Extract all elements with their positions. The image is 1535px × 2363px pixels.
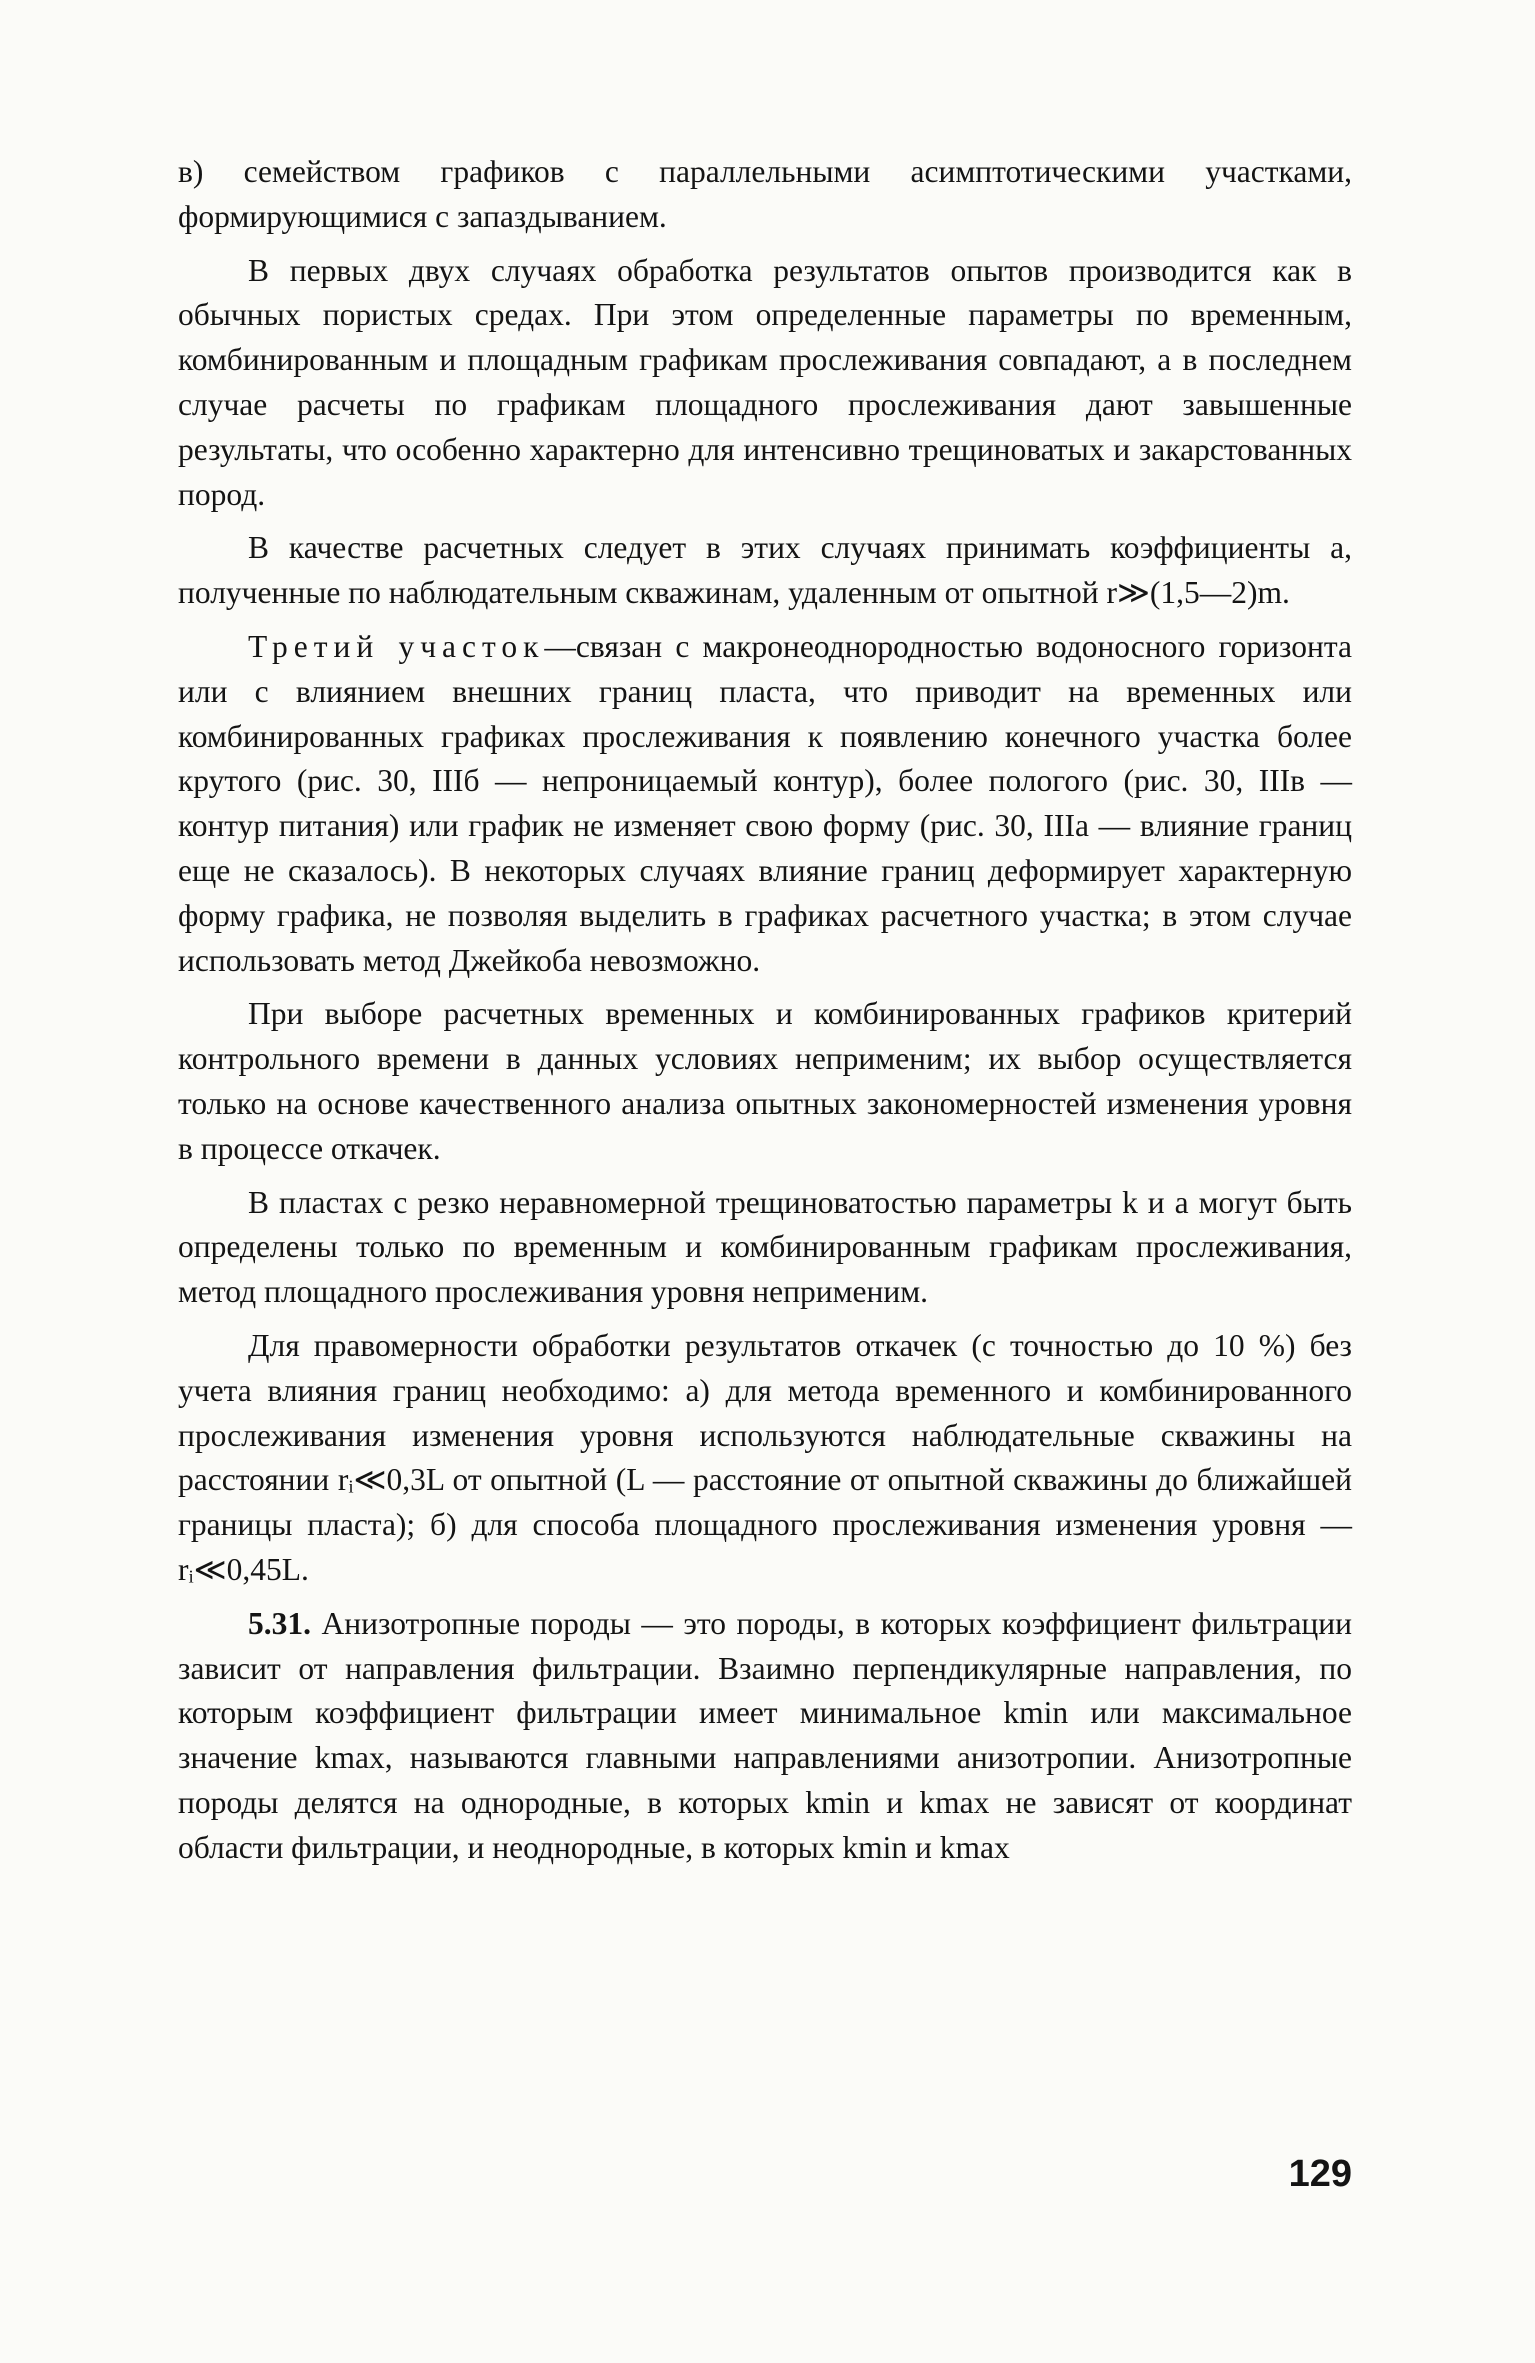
section-number: 5.31. bbox=[248, 1605, 311, 1641]
body-text bbox=[178, 150, 1352, 1879]
paragraph-coefficients: В качестве расчетных следует в этих случаях принимать коэффициенты a, полученные по наблюдательным скважинам, удаленным от опытной r≫(1,5—2)m. bbox=[178, 530, 1352, 611]
paragraph-graph-selection: При выборе расчетных временных и комбинированных графиков критерий контрольного времени в данных условиях неприменим; их выбор осуществляется только на основе качественного анализа опытных закономерностей изменения уровня в процессе откачек. bbox=[178, 996, 1352, 1166]
anisotropic-text: Анизотропные породы — это породы, в которых коэффициент фильтрации зависит от направления фильтрации. Взаимно перпендикулярные направления, по которым коэффициент фильтрации имеет минимальное kmin или максимальное значение kmax, называются главными направлениями анизотропии. Анизотропные породы делятся на однородные, в которых kmin и kmax не зависят от координат области фильтрации, и неоднородные, в которых kmin и kmax bbox=[178, 1605, 1353, 1865]
page-number: 129 bbox=[1288, 2153, 1352, 2195]
paragraph-fractured-layers: В пластах с резко неравномерной трещиноватостью параметры k и a могут быть определены только по временным и комбинированным графикам прослеживания, метод площадного прослеживания уровня неприменим. bbox=[178, 1184, 1352, 1310]
third-section-text: —связан с макронеоднородностью водоносного горизонта или с влиянием внешних границ пласта, что приводит на временных или комбинированных графиках прослеживания к появлению конечного участка более крутого (рис. 30, IIIб — непроницаемый контур), более пологого (рис. 30, IIIв — контур питания) или график не изменяет свою форму (рис. 30, IIIa — влияние границ еще не сказалось). В некоторых случаях влияние границ деформирует характерную форму графика, не позволяя выделить в графиках расчетного участка; в этом случае использовать метод Джейкоба невозможно. bbox=[178, 628, 1352, 978]
paragraph-anisotropic bbox=[178, 1602, 1352, 1871]
third-section-heading: Третий участок bbox=[248, 628, 545, 664]
paragraph-processing: В первых двух случаях обработка результатов опытов производится как в обычных пористых средах. При этом определенные параметры по временным, комбинированным и площадным графикам прослеживания совпадают, а в последнем случае расчеты по графикам площадного прослеживания дают завышенные результаты, что особенно характерно для интенсивно трещиноватых и закарстованных пород. bbox=[178, 252, 1352, 512]
paragraph-list-item-c: в) семейством графиков с параллельными асимптотическими участками, формирующимися с запаздыванием. bbox=[178, 154, 1352, 234]
paragraph-boundary-conditions: Для правомерности обработки результатов откачек (с точностью до 10 %) без учета влияния границ необходимо: а) для метода временного и комбинированного прослеживания изменения уровня используются наблюдательные скважины на расстоянии rᵢ≪0,3L от опытной (L — расстояние от опытной скважины до ближайшей границы пласта); б) для способа площадного прослеживания изменения уровня — rᵢ≪0,45L. bbox=[178, 1327, 1352, 1587]
paragraph-third-section bbox=[178, 625, 1352, 983]
